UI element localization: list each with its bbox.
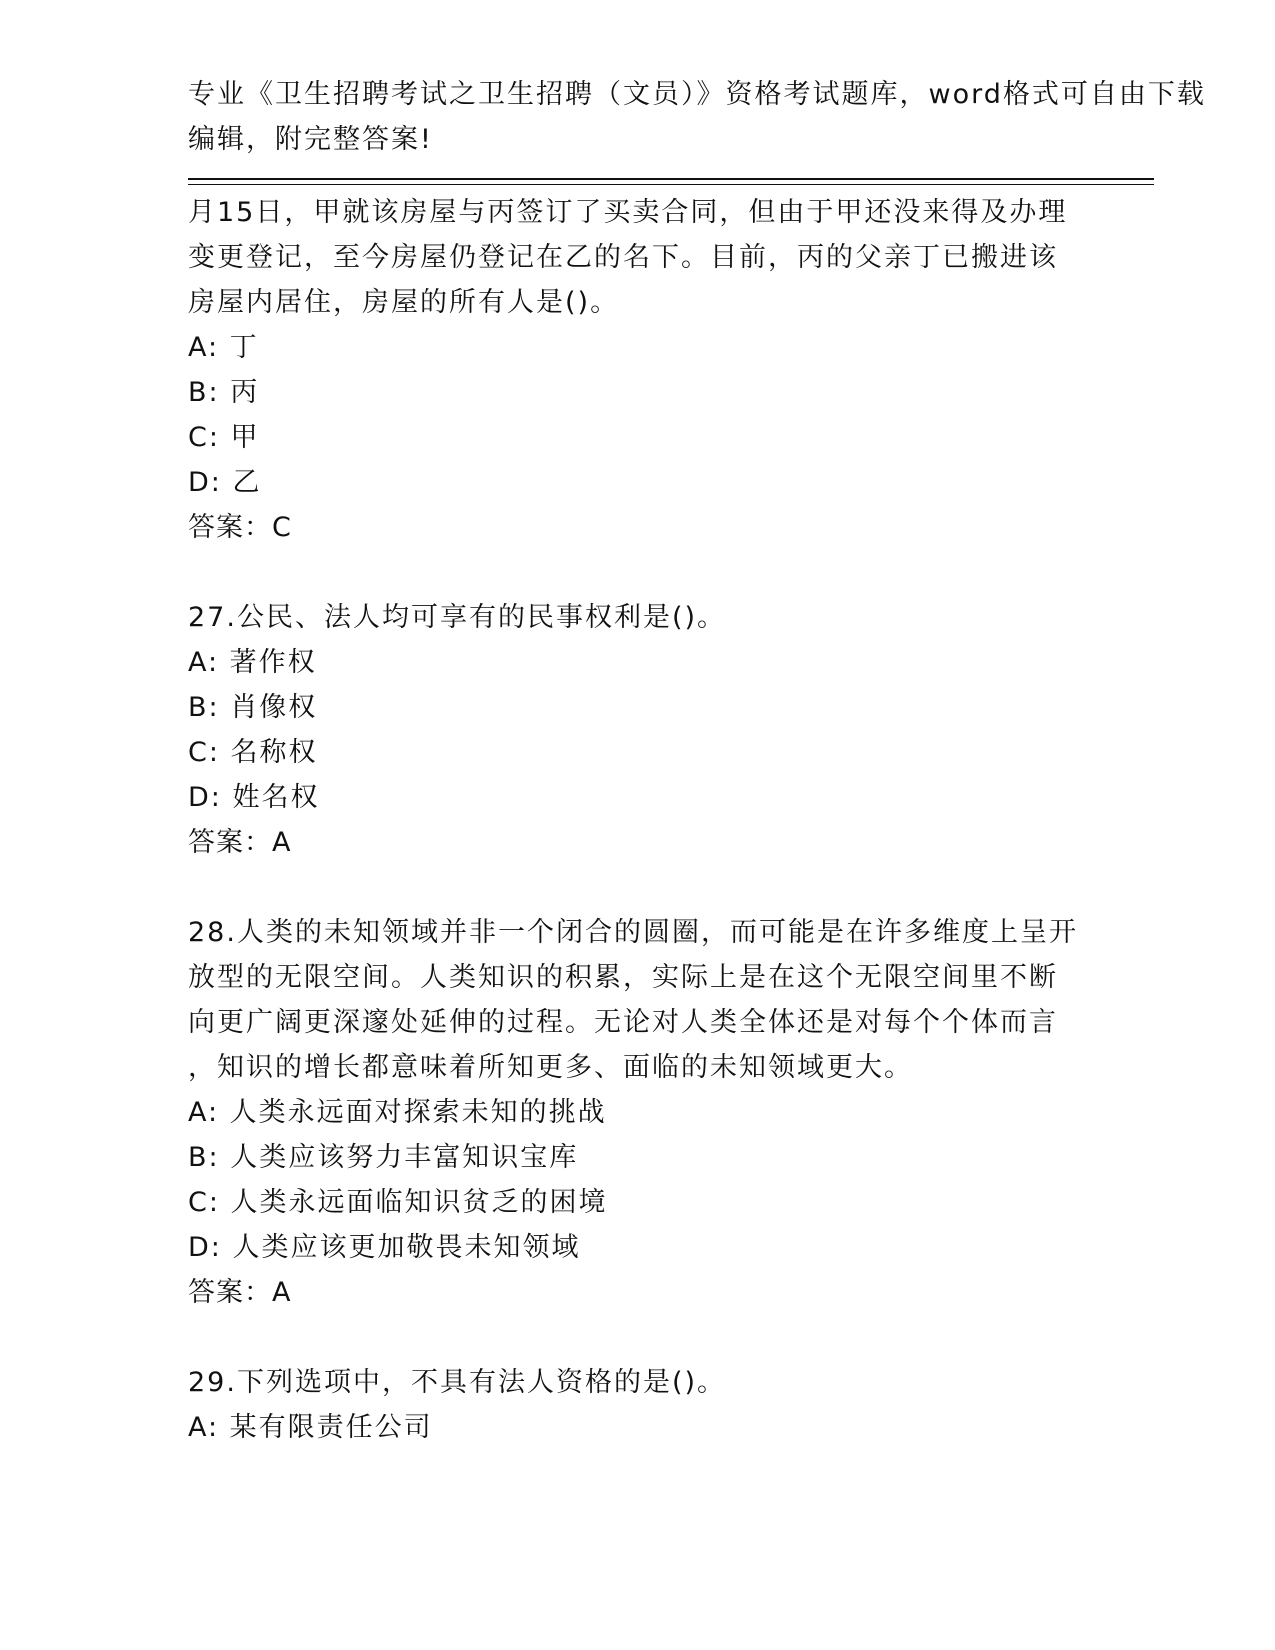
option-a: A: 著作权	[188, 647, 317, 678]
header-line-2: 编辑，附完整答案!	[188, 124, 433, 155]
question-29	[188, 1360, 1088, 1450]
option-d: D: 乙	[188, 467, 262, 498]
option-a: A: 人类永远面对探索未知的挑战	[188, 1097, 607, 1128]
option-c: C: 名称权	[188, 737, 318, 768]
option-d: D: 姓名权	[188, 782, 320, 813]
header-rule-thick	[188, 178, 1154, 180]
question-28	[188, 910, 1088, 1315]
header-rule-thin	[188, 184, 1154, 185]
option-b: B: 人类应该努力丰富知识宝库	[188, 1142, 579, 1173]
answer-label: 答案：C	[188, 512, 292, 543]
question-text-line: 放型的无限空间。人类知识的积累，实际上是在这个无限空间里不断	[188, 962, 1058, 993]
option-c: C: 人类永远面临知识贫乏的困境	[188, 1187, 608, 1218]
question-27	[188, 595, 1088, 865]
option-c: C: 甲	[188, 422, 260, 453]
answer-label: 答案：A	[188, 1277, 292, 1308]
spacer	[188, 1315, 1088, 1360]
question-continued	[188, 190, 1088, 550]
spacer	[188, 865, 1088, 910]
question-text-line: 房屋内居住，房屋的所有人是()。	[188, 287, 620, 318]
header-line-1: 专业《卫生招聘考试之卫生招聘（文员）》资格考试题库，word格式可自由下载	[188, 79, 1206, 110]
option-b: B: 丙	[188, 377, 260, 408]
spacer	[188, 550, 1088, 595]
question-text-line: 28.人类的未知领域并非一个闭合的圆圈，而可能是在许多维度上呈开	[188, 917, 1078, 948]
option-a: A: 某有限责任公司	[188, 1412, 433, 1443]
option-d: D: 人类应该更加敬畏未知领域	[188, 1232, 581, 1263]
question-text-line: 变更登记，至今房屋仍登记在乙的名下。目前，丙的父亲丁已搬进该	[188, 242, 1058, 273]
question-text-line: 月15日，甲就该房屋与丙签订了买卖合同，但由于甲还没来得及办理	[188, 197, 1068, 228]
document-body	[188, 190, 1088, 1450]
answer-label: 答案：A	[188, 827, 292, 858]
document-header-note	[188, 72, 1206, 162]
question-text-line: 向更广阔更深邃处延伸的过程。无论对人类全体还是对每个个体而言	[188, 1007, 1058, 1038]
question-text-line: 27.公民、法人均可享有的民事权利是()。	[188, 602, 727, 633]
question-text-line: ，知识的增长都意味着所知更多、面临的未知领域更大。	[188, 1052, 913, 1083]
option-b: B: 肖像权	[188, 692, 318, 723]
question-text-line: 29.下列选项中，不具有法人资格的是()。	[188, 1367, 727, 1398]
option-a: A: 丁	[188, 332, 259, 363]
